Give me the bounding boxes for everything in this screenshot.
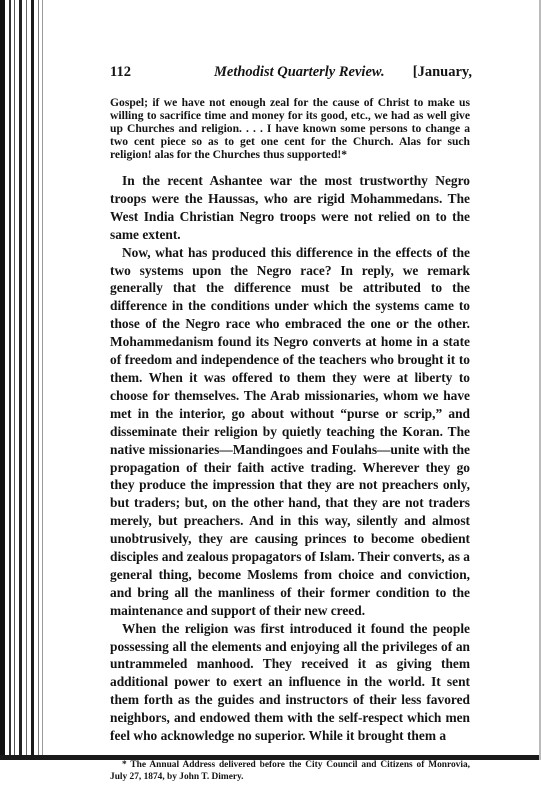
page-number: 112 <box>110 64 131 80</box>
binding-edge <box>9 0 11 760</box>
journal-title: Methodist Quarterly Review. <box>214 64 385 80</box>
paragraph: In the recent Ashantee war the most trustworthy Negro troops were the Haussas, who are rigid Mohammedans. The West India Christian Negro troops were not relied on to the same extent. <box>110 173 470 242</box>
running-head-month: [January, <box>412 64 472 80</box>
book-page <box>110 64 470 793</box>
binding-edge <box>0 0 5 760</box>
quotation-block: Gospel; if we have not enough zeal for the cause of Christ to make us willing to sacrifice time and money for its good, etc., we had as well give up Churches and religion. . . . I have known some persons to change a two cent piece so as to get one cent for the Church. Alas for such religion! alas for the Churches thus supported!* <box>110 96 470 161</box>
binding-edge <box>38 0 39 760</box>
running-head <box>110 64 470 84</box>
binding-edge <box>26 0 27 760</box>
binding-edge <box>31 0 34 760</box>
binding-edge <box>14 0 15 760</box>
paragraph: Now, what has produced this difference in the effects of the two systems upon the Negro race? In reply, we remark generally that the difference must be attributed to the difference in the conditions under which the systems came to those of the Negro race who embraced the one or the other. Mohammedanism found its Negro converts at home in a state of freedom and independence of the teachers who brought it to them. When it was offered to them they were at liberty to choose for themselves. The Arab missionaries, whom we have met in the interior, go about without “purse or scrip,” and disseminate their religion by quietly teaching the Koran. The native missionaries—Mandingoes and Foulahs—unite with the propagation of their faith active trading. Wherever they go they produce the impression that they are not preachers only, but traders; but, on the other hand, that they are not traders merely, but preachers. And in this way, silently and almost unobtrusively, they are causing princes to become obedient disciples and zealous propagators of Islam. Their converts, as a general thing, become Moslems from choice and conviction, and bring all the manliness of their former condition to the maintenance and support of their new creed. <box>110 244 470 618</box>
footnote: * The Annual Address delivered before the City Council and Citizens of Monrovia, July 27, 1874, by John T. Dimery. <box>110 760 470 783</box>
binding-edge <box>19 0 22 760</box>
paragraph: When the religion was first introduced it found the people possessing all the elements and enjoying all the privileges of an untrammeled manhood. They received it as giving them additional power to exert an influence in the world. It sent them forth as the guides and instructors of their less favored neighbors, and endowed them with the self-respect which men feel who acknowledge no superior. While it brought them a <box>110 620 470 744</box>
binding-edge <box>42 0 43 760</box>
